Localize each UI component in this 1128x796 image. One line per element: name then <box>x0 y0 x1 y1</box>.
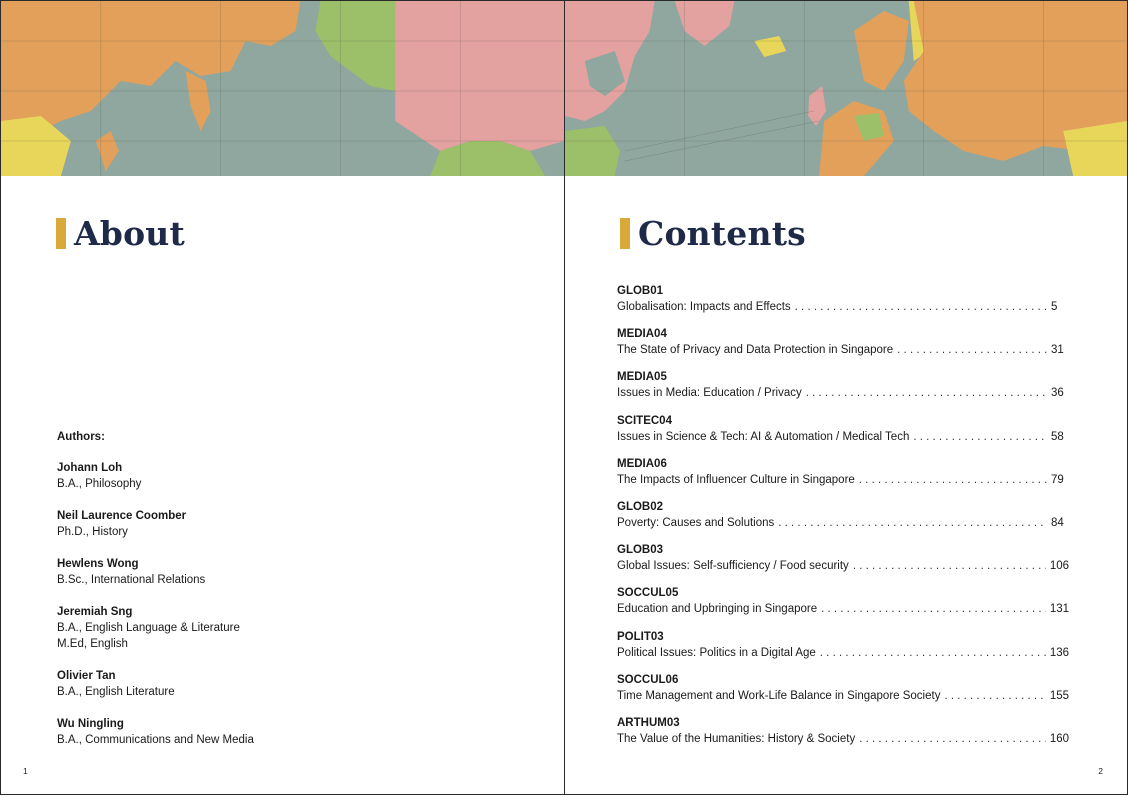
authors-label: Authors: <box>57 431 105 443</box>
page-title: About <box>74 214 185 253</box>
author-name: Jeremiah Sng <box>57 606 133 618</box>
toc-page: 58 <box>1051 430 1064 443</box>
toc-entry[interactable] <box>617 542 1069 585</box>
authors-section <box>57 429 517 764</box>
toc-title: The Value of the Humanities: History & Society <box>617 732 856 745</box>
toc-entry[interactable] <box>617 672 1069 715</box>
map-illustration <box>565 1 1127 176</box>
toc-title: Issues in Science & Tech: AI & Automation / Medical Tech <box>617 430 910 443</box>
author-entry <box>57 668 517 700</box>
toc-code: GLOB03 <box>617 544 664 557</box>
author-degree: B.Sc., International Relations <box>57 574 206 586</box>
toc-code: MEDIA06 <box>617 457 667 470</box>
toc-entry[interactable] <box>617 715 1069 758</box>
toc-page: 79 <box>1051 473 1064 486</box>
author-name: Hewlens Wong <box>57 558 139 570</box>
toc-entry[interactable] <box>617 456 1069 499</box>
toc-code: GLOB02 <box>617 500 664 513</box>
toc-title: Education and Upbringing in Singapore <box>617 603 818 616</box>
author-entry <box>57 716 517 748</box>
toc-title: Political Issues: Politics in a Digital Age <box>617 646 816 659</box>
table-of-contents <box>617 283 1069 758</box>
toc-entry[interactable] <box>617 499 1069 542</box>
toc-page: 36 <box>1051 387 1064 400</box>
toc-code: MEDIA05 <box>617 371 667 384</box>
toc-leader <box>859 472 1047 488</box>
toc-page: 106 <box>1049 560 1069 573</box>
author-entry <box>57 508 517 540</box>
toc-leader <box>859 731 1046 747</box>
toc-title: The State of Privacy and Data Protection in Singapore <box>617 344 894 357</box>
world-map-banner-right <box>565 1 1127 176</box>
toc-code: ARTHUM03 <box>617 716 680 729</box>
toc-leader <box>795 299 1047 315</box>
toc-entry[interactable] <box>617 369 1069 412</box>
world-map-banner-left <box>1 1 564 176</box>
author-degree: M.Ed, English <box>57 638 128 650</box>
author-degree: B.A., English Literature <box>57 686 175 698</box>
contents-page <box>564 0 1128 795</box>
toc-leader <box>821 601 1046 617</box>
author-name: Wu Ningling <box>57 718 124 730</box>
page-number: 2 <box>1098 766 1103 776</box>
toc-page: 131 <box>1049 603 1069 616</box>
toc-page: 136 <box>1049 646 1069 659</box>
toc-page: 160 <box>1049 732 1069 745</box>
toc-code: GLOB01 <box>617 285 664 297</box>
toc-code: SCITEC04 <box>617 414 672 427</box>
heading-accent-bar <box>56 218 66 249</box>
toc-leader <box>778 515 1047 531</box>
toc-code: SOCCUL06 <box>617 673 679 686</box>
author-name: Johann Loh <box>57 462 123 474</box>
toc-title: Globalisation: Impacts and Effects <box>617 301 791 313</box>
toc-code: MEDIA04 <box>617 328 667 341</box>
about-page <box>0 0 564 795</box>
toc-entry[interactable] <box>617 413 1069 456</box>
toc-leader <box>820 645 1046 661</box>
toc-title: Global Issues: Self-sufficiency / Food security <box>617 560 849 573</box>
author-degree: Ph.D., History <box>57 526 128 538</box>
toc-title: Issues in Media: Education / Privacy <box>617 387 802 400</box>
toc-code: SOCCUL05 <box>617 587 679 600</box>
author-degree: B.A., English Language & Literature <box>57 622 240 634</box>
author-name: Neil Laurence Coomber <box>57 510 187 522</box>
toc-title: The Impacts of Influencer Culture in Singapore <box>617 473 855 486</box>
toc-title: Poverty: Causes and Solutions <box>617 516 775 529</box>
about-heading <box>56 214 185 253</box>
map-illustration <box>1 1 564 176</box>
toc-entry[interactable] <box>617 629 1069 672</box>
author-degree: B.A., Communications and New Media <box>57 734 254 746</box>
toc-entry[interactable] <box>617 585 1069 628</box>
toc-page: 5 <box>1051 301 1058 313</box>
toc-leader <box>806 385 1047 401</box>
page-number: 1 <box>23 766 28 776</box>
contents-heading <box>620 214 806 253</box>
author-entry <box>57 556 517 588</box>
heading-accent-bar <box>620 218 630 249</box>
toc-leader <box>913 429 1047 445</box>
toc-leader <box>853 558 1046 574</box>
author-name: Olivier Tan <box>57 670 116 682</box>
toc-code: POLIT03 <box>617 630 664 643</box>
author-degree: B.A., Philosophy <box>57 478 142 490</box>
toc-leader <box>944 688 1045 704</box>
author-entry <box>57 460 517 492</box>
toc-entry[interactable] <box>617 326 1069 369</box>
author-entry <box>57 604 517 652</box>
toc-title: Time Management and Work-Life Balance in Singapore Society <box>617 689 941 702</box>
toc-page: 31 <box>1051 344 1064 357</box>
toc-leader <box>897 342 1047 358</box>
page-title: Contents <box>638 214 806 253</box>
toc-page: 84 <box>1051 516 1064 529</box>
toc-entry[interactable] <box>617 283 1069 326</box>
toc-page: 155 <box>1049 689 1069 702</box>
